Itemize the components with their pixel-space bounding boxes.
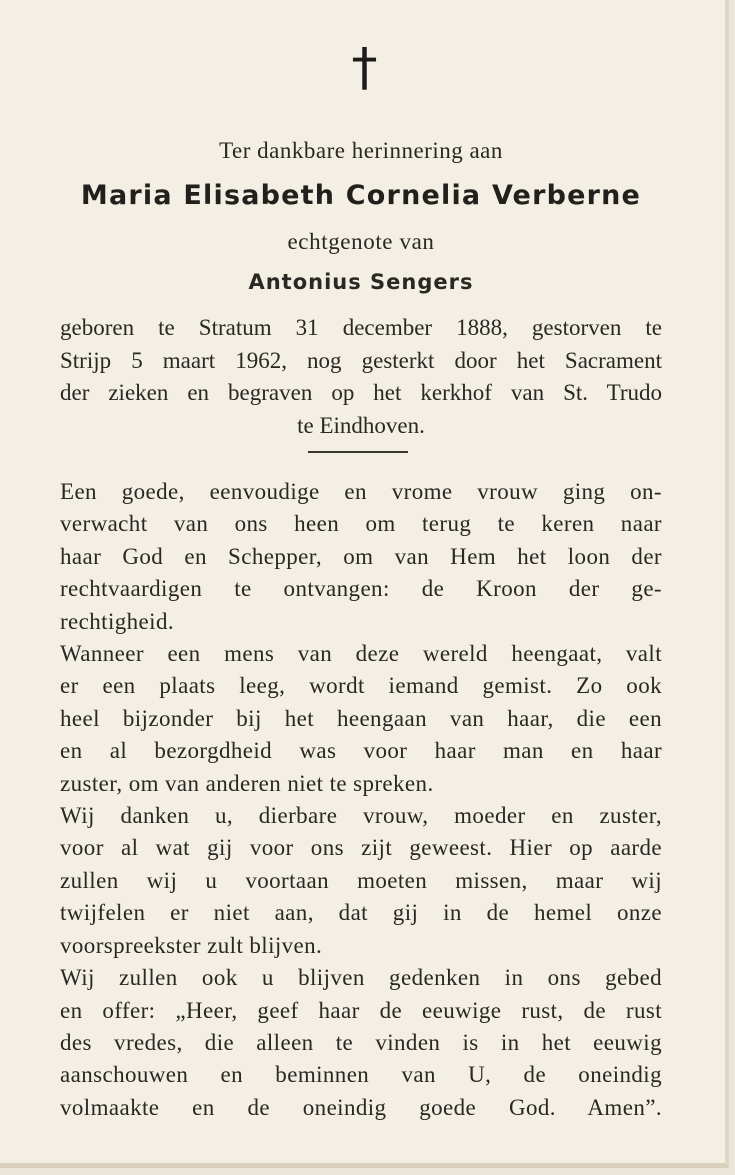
text-line: Wanneer een mens van deze wereld heengaat, valt: [60, 641, 662, 667]
text-line: twijfelen er niet aan, dat gij in de hemel onze: [60, 900, 662, 926]
bio-line: der zieken en begraven op het kerkhof van St. Trudo: [60, 380, 662, 405]
bio-line: geboren te Stratum 31 december 1888, gestorven te: [60, 315, 662, 340]
text-line: en al bezorgdheid was voor haar man en haar: [60, 738, 662, 764]
intro-line: Ter dankbare herinnering aan: [219, 138, 503, 163]
bio-line: te Eindhoven.: [297, 412, 425, 438]
text-line: en offer: „Heer, geef haar de eeuwige rust, de rust: [60, 997, 662, 1023]
cross-icon: †: [351, 38, 378, 98]
text-line: er een plaats leeg, wordt iemand gemist. Zo ook: [60, 673, 662, 699]
text-line: zullen wij u voortaan moeten missen, maar wij: [60, 867, 662, 893]
memorial-text: [60, 476, 662, 1124]
divider: [308, 451, 408, 453]
text-line: voorspreekster zult blijven.: [60, 932, 323, 958]
text-line: volmaakte en de oneindig goede God. Amen”.: [60, 1094, 662, 1120]
text-line: aanschouwen en beminnen van U, de oneindig: [60, 1062, 662, 1088]
text-line: haar God en Schepper, om van Hem het loon der: [60, 543, 662, 569]
spouse-label: echtgenote van: [287, 229, 435, 254]
text-line: zuster, om van anderen niet te spreken.: [60, 770, 434, 796]
biography-block: [60, 312, 662, 442]
paragraph: [60, 800, 662, 962]
paragraph: [60, 962, 662, 1124]
deceased-name: Maria Elisabeth Cornelia Verberne: [80, 180, 642, 211]
paragraph: [60, 638, 662, 800]
text-line: Wij danken u, dierbare vrouw, moeder en zuster,: [60, 803, 662, 829]
text-line: des vredes, die alleen te vinden is in het eeuwig: [60, 1029, 662, 1055]
text-line: Wij zullen ook u blijven gedenken in ons gebed: [60, 965, 662, 991]
bio-line: Strijp 5 maart 1962, nog gesterkt door het Sacrament: [60, 347, 662, 373]
text-line: rechtigheid.: [60, 608, 175, 634]
text-line: rechtvaardigen te ontvangen: de Kroon der ge-: [60, 576, 662, 602]
text-line: verwacht van ons heen om terug te keren naar: [60, 511, 662, 537]
spouse-name: Antonius Sengers: [248, 270, 474, 294]
paragraph: [60, 476, 662, 638]
text-line: voor al wat gij voor ons zijt geweest. Hier op aarde: [60, 835, 662, 861]
text-line: Een goede, eenvoudige en vrome vrouw ging on-: [60, 479, 662, 504]
text-line: heel bijzonder bij het heengaan van haar, die een: [60, 705, 662, 731]
